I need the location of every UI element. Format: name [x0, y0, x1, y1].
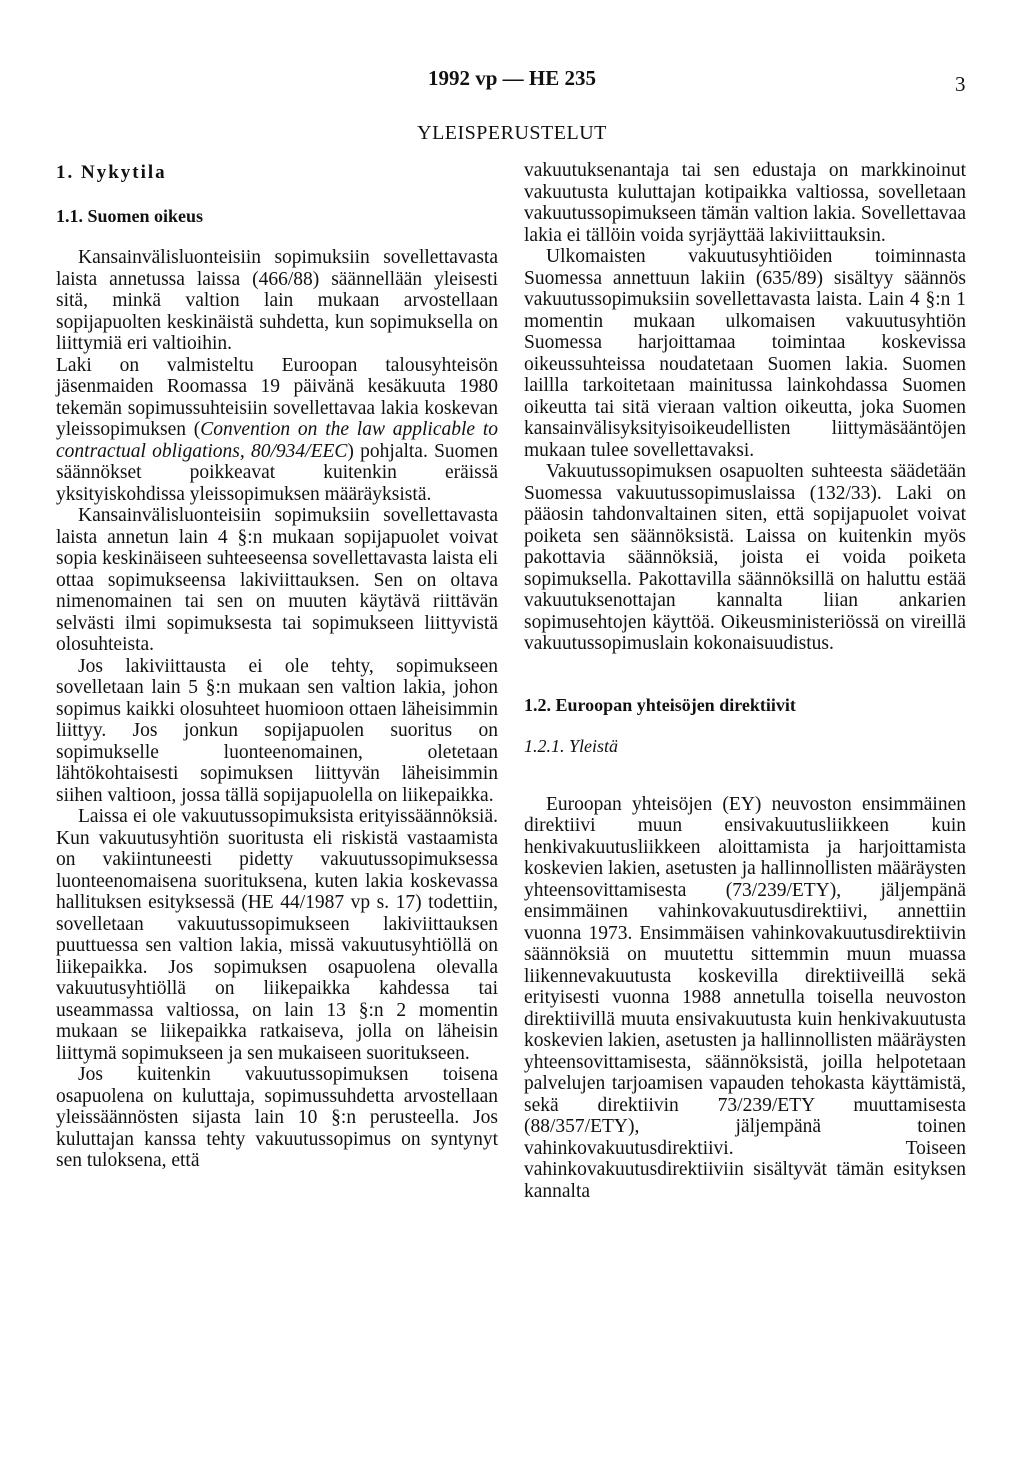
heading-suomen-oikeus: 1.1. Suomen oikeus	[56, 205, 204, 226]
running-title: 1992 vp — HE 235	[427, 66, 597, 90]
page-number: 3	[955, 72, 966, 96]
heading-yleista: 1.2.1. Yleistä	[524, 736, 619, 756]
paragraph: Ulkomaisten vakuutusyhtiöiden toiminnasta Suomessa annettuun lakiin (635/89) sisältyy säännös vakuutussopimuksiin sovellettavasta laista. Lain 4 §:n 1 momentin mukaan ulkomaisen vakuutusyhtiön Suomessa harjoittamaa toimintaa koskevissa oikeussuhteissa noudatetaan Suomen lakia. Suomen laillla tarkoitetaan mainitussa lainkohdassa Suomen oikeutta tai sitä vieraan valtion oikeutta, joka Suomen kansainvälisyksityisoikeudellisten liittymäsääntöjen mukaan tulee sovellettavaksi.	[524, 246, 966, 461]
paragraph: Kansainvälisluonteisiin sopimuksiin sovellettavasta laista annetussa laissa (466/88) säännellään yleisesti sitä, minkä valtion lain mukaan arvostellaan sopijapuolten keskinäistä suhdetta, kun sopimuksella on liittymiä eri valtioihin.	[56, 247, 498, 354]
paragraph: Kansainvälisluonteisiin sopimuksiin sovellettavasta laista annetun lain 4 §:n mukaan sopijapuolet voivat sopia keskinäiseen suhteeseensa sovellettavasta laista eli ottaa sopimukseensa lakiviittauksen. Sen on oltava nimenomainen tai sen on muuten käytävä riittävän selvästi ilmi sopimuksesta tai sopimukseen liittyvistä olosuhteista.	[56, 505, 498, 655]
convention-title: Convention on the law applicable to contractual obligations, 80/934/EEC	[56, 419, 498, 462]
paragraph: Vakuutussopimuksen osapuolten suhteesta säädetään Suomessa vakuutussopimuslaissa (132/33). Laki on pääosin tahdonvaltainen siten, että sopijapuolet voivat poiketa sen säännöksistä. Laissa on kuitenkin myös pakottavia säännöksiä, joista ei voida poiketa sopimuksella. Pakottavilla säännöksillä on haluttu estää vakuutuksenottajan kannalta liian ankarien sopimusehtojen käyttöä. Oikeusministeriössä on vireillä vakuutussopimuslain kokonaisuudistus.	[524, 461, 966, 654]
section-title: YLEISPERUSTELUT	[417, 122, 607, 144]
left-column	[56, 160, 498, 1172]
paragraph: Jos lakiviittausta ei ole tehty, sopimukseen sovelletaan lain 5 §:n mukaan sen valtion lakia, johon sopimus kaikki olosuhteet huomioon ottaen läheisimmin liittyy. Jos jonkun sopijapuolen suoritus on sopimukselle luonteenomainen, oletetaan lähtökohtaisesti sopimuksen liittyvän läheisimmin siihen valtioon, jossa tällä sopijapuolella on liikepaikka.	[56, 655, 498, 806]
paragraph: Laki on valmisteltu Euroopan talousyhteisön jäsenmaiden Roomassa 19 päivänä kesäkuuta 1980 tekemän sopimussuhteisiin sovellettavaa lakia koskevan yleissopimuksen (Convention on the law applicable to contractual obligations, 80/934/EEC) pohjalta. Suomen säännökset poikkeavat kuitenkin eräissä yksityiskohdissa yleissopimuksen määräyksistä.	[56, 354, 498, 505]
right-column	[524, 160, 966, 1202]
paragraph: Jos kuitenkin vakuutussopimuksen toisena osapuolena on kuluttaja, sopimussuhdetta arvostellaan yleissäännösten sijasta lain 10 §:n perusteella. Jos kuluttajan kanssa tehty vakuutussopimus on syntynyt sen tuloksena, että	[56, 1064, 498, 1171]
paragraph: Laissa ei ole vakuutussopimuksista erityissäännöksiä. Kun vakuutusyhtiön suoritusta eli riskistä vastaamista on vakiintuneesti pidetty vakuutussopimuksessa luonteenomaisena suorituksena, kuten lakia koskevassa hallituksen esityksessä (HE 44/1987 vp s. 17) todettiin, sovelletaan vakuutussopimukseen lakiviittauksen puuttuessa sen valtion lakia, missä vakuutusyhtiöllä on liikepaikka. Jos sopimuksen osapuolena olevalla vakuutusyhtiöllä on liikepaikka kahdessa tai useammassa valtiossa, on lain 13 §:n 2 momentin mukaan se liikepaikka ratkaiseva, jolla on läheisin liittymä sopimukseen ja sen mukaiseen suoritukseen.	[56, 806, 498, 1064]
paragraph: Euroopan yhteisöjen (EY) neuvoston ensimmäinen direktiivi muun ensivakuutusliikkeen kuin henkivakuutusliikkeen aloittamista ja harjoittamista koskevien lakien, asetusten ja hallinnollisten määräysten yhteensovittamisesta (73/239/ETY), jäljempänä ensimmäinen vahinkovakuutusdirektiivi, annettiin vuonna 1973. Ensimmäisen vahinkovakuutusdirektiivin säännöksiä on muutettu sittemmin muun muassa liikennevakuutusta koskevilla direktiiveillä sekä erityisesti vuonna 1988 annetulla toisella neuvoston direktiivillä muuta ensivakuutusta kuin henkivakuutusta koskevien lakien, asetusten ja hallinnollisten määräysten yhteensovittamisesta, säännöksistä, joilla helpotetaan palvelujen tarjoamisen vapauden tehokasta käyttämistä, sekä direktiivin 73/239/ETY muuttamisesta (88/357/ETY), jäljempänä toinen vahinkovakuutusdirektiivi. Toiseen vahinkovakuutusdirektiiviin sisältyvät tämän esityksen kannalta	[524, 793, 966, 1202]
heading-eu-direktiivit: 1.2. Euroopan yhteisöjen direktiivit	[524, 694, 796, 715]
heading-nykytila: 1. Nykytila	[56, 162, 167, 183]
paragraph: vakuutuksenantaja tai sen edustaja on markkinoinut vakuutusta kuluttajan kotipaikka valtiossa, sovelletaan vakuutussopimukseen tämän valtion lakia. Sovellettavaa lakia ei tällöin voida syrjäyttää lakiviittauksin.	[524, 160, 966, 246]
